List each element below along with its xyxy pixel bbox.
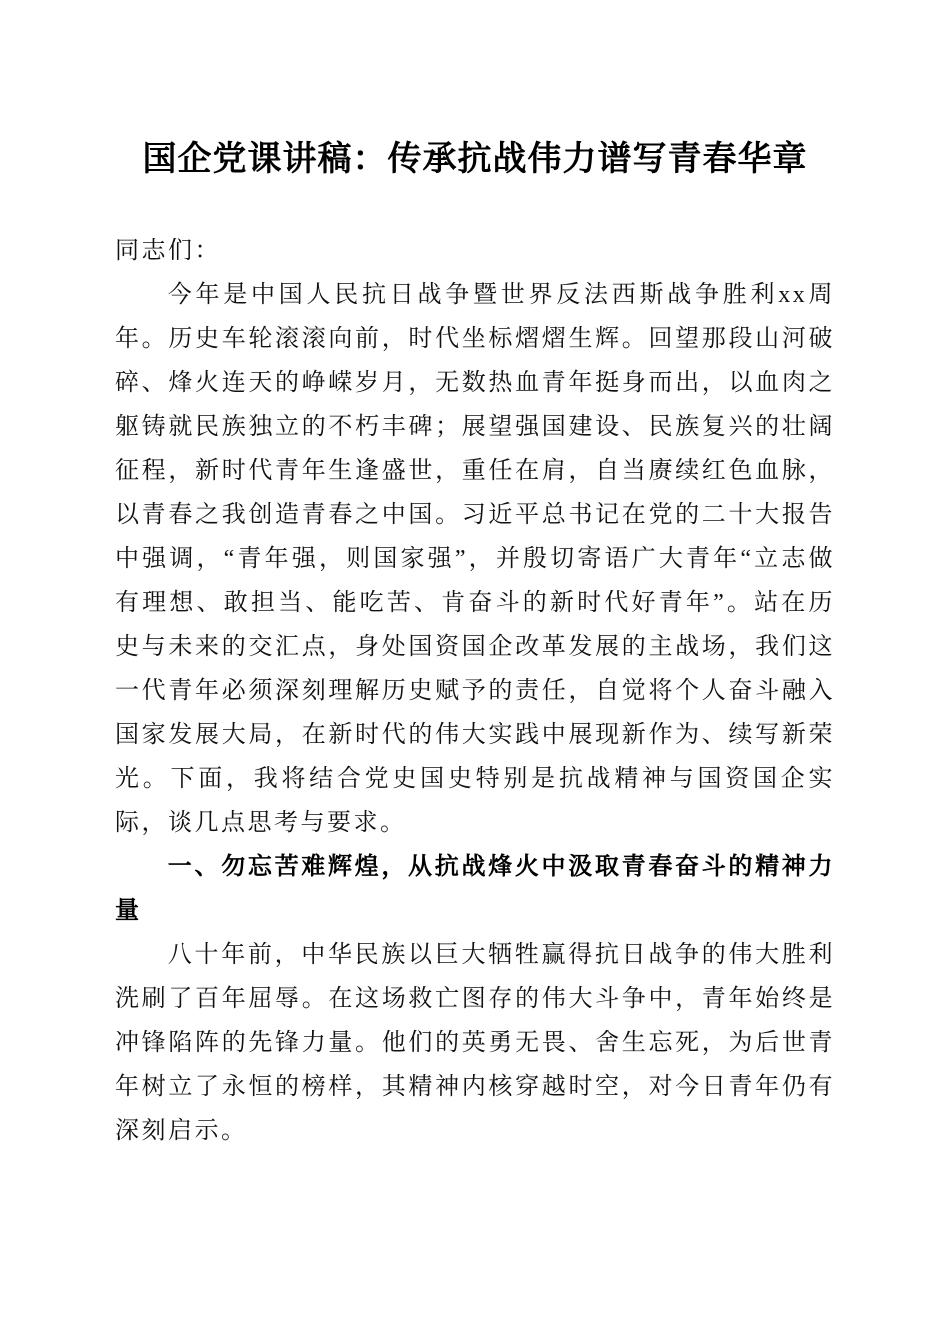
document-title: 国企党课讲稿：传承抗战伟力谱写青春华章 <box>142 141 808 178</box>
salutation: 同志们： <box>115 238 221 264</box>
section-heading: 一、勿忘苦难辉煌，从抗战烽火中汲取青春奋斗的精神力量 <box>115 853 835 924</box>
body-paragraph: 今年是中国人民抗日战争暨世界反法西斯战争胜利xx周年。历史车轮滚滚向前，时代坐标熠熠生辉。回望那段山河破碎、烽火连天的峥嵘岁月，无数热血青年挺身而出，以血肉之躯铸就民族独立的不朽丰碑；展望强国建设、民族复兴的壮阔征程，新时代青年生逢盛世，重任在肩，自当赓续红色血脉，以青春之我创造青春之中国。习近平总书记在党的二十大报告中强调，“青年强，则国家强”，并殷切寄语广大青年“立志做有理想、敢担当、能吃苦、肯奋斗的新时代好青年”。站在历史与未来的交汇点，身处国资国企改革发展的主战场，我们这一代青年必须深刻理解历史赋予的责任，自觉将个人奋斗融入国家发展大局，在新时代的伟大实践中展现新作为、续写新荣光。下面，我将结合党史国史特别是抗战精神与国资国企实际，谈几点思考与要求。 <box>115 282 835 836</box>
document-body <box>115 273 835 1153</box>
body-paragraph: 八十年前，中华民族以巨大牺牲赢得抗日战争的伟大胜利洗刷了百年屈辱。在这场救亡图存的伟大斗争中，青年始终是冲锋陷阵的先锋力量。他们的英勇无畏、舍生忘死，为后世青年树立了永恒的榜样，其精神内核穿越时空，对今日青年仍有深刻启示。 <box>115 942 835 1144</box>
